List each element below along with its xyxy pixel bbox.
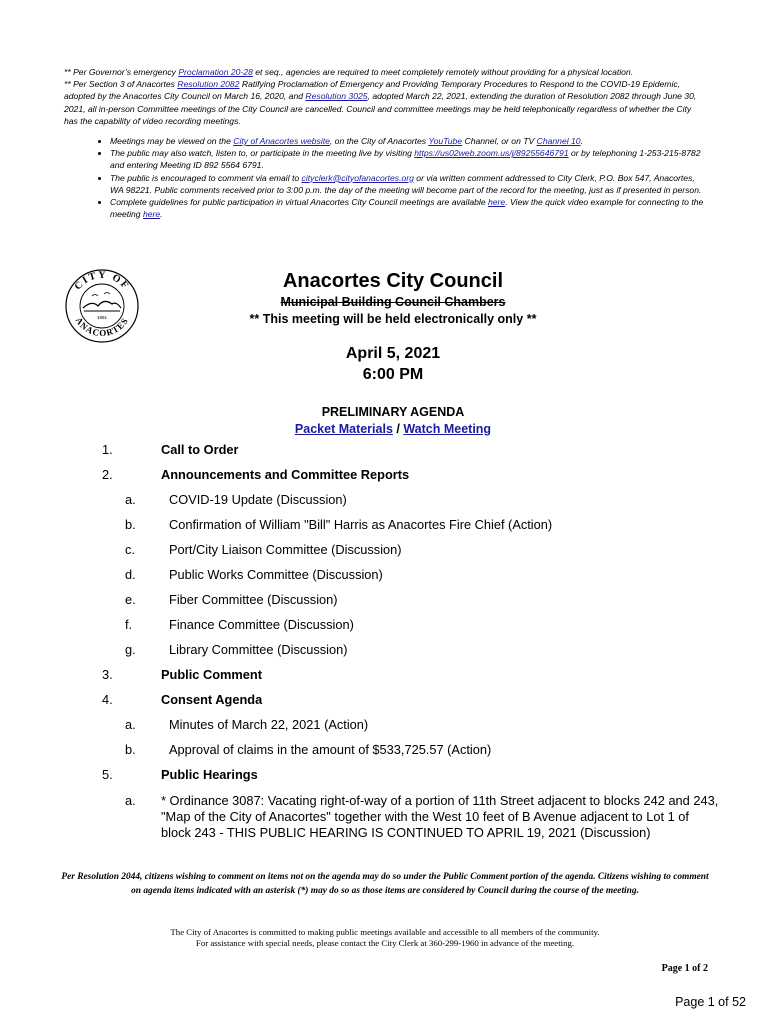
channel-10-link[interactable]: Channel 10 (536, 136, 581, 147)
sub-letter: a. (125, 492, 136, 507)
sub-item: COVID-19 Update (Discussion) (169, 492, 347, 507)
agenda-heading: PRELIMINARY AGENDA (321, 405, 465, 419)
list-item: • The public may also watch, listen to, or participate in the meeting live by visiting https://us02web.zoom.us/j/89255646791 or by telephoning 1-253-215-8782 and entering Meeting ID 892 5564 6791. (110, 147, 706, 171)
sub-item: Library Committee (Discussion) (169, 642, 348, 657)
sub-letter: a. (125, 793, 136, 808)
sub-item: Approval of claims in the amount of $533,725.57 (Action) (169, 742, 492, 757)
list-item: • Meetings may be viewed on the City of Anacortes website, on the City of Anacortes YouTube Channel, or on TV Channel 10. (110, 135, 706, 147)
agenda-links: Packet Materials / Watch Meeting (294, 422, 492, 436)
agenda-number: 2. (102, 467, 113, 482)
watch-meeting-link[interactable]: Watch Meeting (403, 422, 492, 436)
governor-note: ** Per Governor’s emergency Proclamation 20-28 et seq., agencies are required to meet completely remotely without providing for a physical location. (64, 67, 634, 77)
participation-list (64, 135, 706, 220)
youtube-link[interactable]: YouTube (428, 136, 463, 147)
sub-letter: f. (125, 617, 133, 632)
packet-materials-link[interactable]: Packet Materials (294, 422, 393, 436)
resolution-2082-link[interactable]: Resolution 2082 (177, 79, 240, 90)
list-item: • The public is encouraged to comment via email to cityclerk@cityofanacortes.org or via written comment addressed to City Clerk, P.O. Box 547, Anacortes, WA 98221. Public comments received prior to 3:00 p.m. the day of the meeting will become part of the record for the meeting, just as if presented in person. (110, 172, 706, 196)
sub-item: Finance Committee (Discussion) (169, 617, 354, 632)
packet-page-number: Page 1 of 52 (675, 995, 746, 1009)
agenda-item-title: Announcements and Committee Reports (161, 467, 410, 482)
meeting-date: April 5, 2021 (345, 345, 441, 362)
sub-letter: c. (125, 542, 135, 557)
sub-letter: b. (125, 517, 136, 532)
video-example-link[interactable]: here (142, 209, 161, 220)
sub-item: Fiber Committee (Discussion) (169, 592, 338, 607)
zoom-link[interactable]: https://us02web.zoom.us/j/89255646791 (414, 148, 569, 159)
guidelines-link[interactable]: here (488, 197, 506, 208)
svg-text:ANACORTES: ANACORTES (73, 315, 131, 339)
assistance-line: For assistance with special needs, please contact the City Clerk at 360-299-1960 in advance of the meeting. (195, 938, 575, 948)
sub-item: Port/City Liaison Committee (Discussion) (169, 542, 402, 557)
accessibility-footer (0, 927, 770, 949)
meeting-location: Municipal Building Council Chambers (280, 295, 506, 309)
electronic-notice: ** This meeting will be held electronically only ** (249, 312, 537, 326)
sub-item: Public Works Committee (Discussion) (169, 567, 383, 582)
sub-letter: d. (125, 567, 136, 582)
resolution-3025-link[interactable]: Resolution 3025 (305, 91, 368, 102)
agenda-number: 1. (102, 442, 113, 457)
accessibility-line: The City of Anacortes is committed to making public meetings available and accessible to all members of the community. (170, 927, 600, 937)
agenda-item-title: Public Comment (161, 667, 262, 682)
city-website-link[interactable]: City of Anacortes website (233, 136, 330, 147)
section3-note: ** Per Section 3 of Anacortes Resolution 2082 Ratifying Proclamation of Emergency and Providing Temporary Procedures to Respond to the COVID-19 Epidemic, adopted by the Anacortes City Council on March 16, 2020, and Resolution 3025, adopted March 22, 2021, extending the duration of Resolution 2082 through June 30, 2021, all in-person Committee meetings of the City Council are cancelled. Council and committee meetings may be held telephonically regardless of whether the City has the capability of video recording meetings. (64, 79, 697, 126)
list-item: • Complete guidelines for public participation in virtual Anacortes City Council meetings are available here. View the quick video example for connecting to the meeting here. (110, 196, 706, 220)
sub-letter: a. (125, 717, 136, 732)
public-comment-footnote: Per Resolution 2044, citizens wishing to comment on items not on the agenda may do so under the Public Comment portion of the agenda. Citizens wishing to comment on agenda items indicated with an asterisk (*) may do so as those items are considered by Council during the course of the meeting. (61, 872, 709, 896)
proclamation-link[interactable]: Proclamation 20-28 (178, 67, 253, 77)
sub-item: Confirmation of William "Bill" Harris as Anacortes Fire Chief (Action) (169, 517, 553, 532)
sub-item: Minutes of March 22, 2021 (Action) (169, 717, 369, 732)
sub-letter: e. (125, 592, 136, 607)
agenda-page-number: Page 1 of 2 (661, 963, 708, 974)
council-title: Anacortes City Council (282, 270, 504, 292)
svg-text:1891: 1891 (96, 315, 108, 320)
agenda-item-title: Consent Agenda (161, 692, 263, 707)
sub-item: * Ordinance 3087: Vacating right-of-way of a portion of 11th Street adjacent to blocks 242 and 243, "Map of the City of Anacortes" together with the West 10 feet of B Avenue adjacent to Lot 1 of block 243 - THIS PUBLIC HEARING IS CONTINUED TO APRIL 19, 2021 (Discussion) (161, 793, 719, 840)
sub-letter: g. (125, 642, 136, 657)
meeting-time: 6:00 PM (362, 366, 424, 383)
agenda-item-title: Public Hearings (161, 767, 258, 782)
preamble-notes (64, 66, 706, 220)
sub-letter: b. (125, 742, 136, 757)
svg-text:CITY OF: CITY OF (72, 269, 132, 293)
agenda-number: 3. (102, 667, 113, 682)
agenda-number: 5. (102, 767, 113, 782)
email-link[interactable]: cityclerk@cityofanacortes.org (301, 172, 414, 183)
agenda-item-title: Call to Order (161, 442, 239, 457)
agenda-number: 4. (102, 692, 113, 707)
